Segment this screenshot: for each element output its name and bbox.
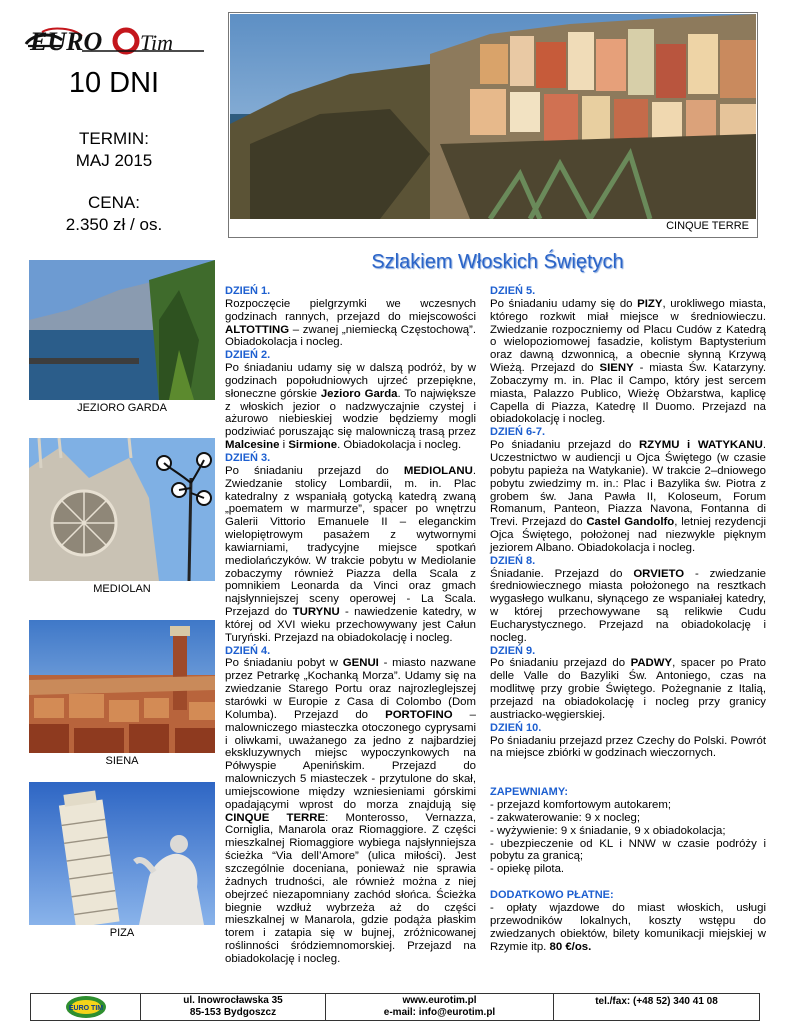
- footer-city: 85-153 Bydgoszcz: [189, 1007, 277, 1018]
- siena-caption: SIENA: [105, 755, 139, 767]
- main-photo-caption: CINQUE TERRE: [666, 220, 749, 232]
- footer-website-link[interactable]: www.eurotim.pl: [402, 995, 477, 1006]
- garda-photo-block: [29, 260, 215, 416]
- garda-photo: [29, 260, 215, 400]
- svg-text:Tim: Tim: [140, 30, 174, 55]
- page-title: Szlakiem Włoskich Świętych: [371, 251, 624, 273]
- termin-label: TERMIN:: [79, 129, 149, 148]
- footer-email-link[interactable]: e-mail: info@eurotim.pl: [383, 1007, 496, 1018]
- extra-paid-text: - opłaty wjazdowe do miast włoskich, usługi przewodników lokalnych, koszty wstępu do zwiedzanych obiektów, bilety komunikacji miejskiej w Rzymie itp. 80 €/os.: [490, 901, 766, 953]
- footer-street: ul. Inowrocławska 35: [183, 995, 283, 1006]
- day-9-text: Po śniadaniu przejazd do PADWY, spacer po Prato delle Valle do Bazyliki Św. Antoniego, czas na modlitwę przy grobie Świętego. Pożegnanie z Italią, przejazd na obiadokolację i nocleg przy granicy austriacko-węgierskiej.: [490, 657, 766, 721]
- footer-phone-number: tel./fax: (+48 52) 340 41 08: [595, 996, 718, 1007]
- mediolan-photo: [29, 438, 215, 581]
- piza-photo-block: [29, 782, 215, 942]
- footer-logo: [31, 994, 141, 1020]
- itinerary-column-right: [490, 285, 766, 953]
- day-4-text: Po śniadaniu pobyt w GENUI - miasto nazwane przez Petrarkę „Kochanką Morza”. Udamy się na zwiedzanie Starego Portu oraz najrozleglejszej starówki w Europie z Casa di Colombo (Dom Kolumba). Przejazd do PORTOFINO – malowniczego miasteczka otoczonego cyprysami i oliwkami, uważanego za jedno z najbardziej ekskluzywnych miejsc wypoczynkowych na Półwyspie Apenińskim. Przejazd do malowniczych 5 miasteczek - przytulone do skał, umiejscowione między wzniesieniami górskimi opadającymi wprost do morza znajdują się CINQUE TERRE: Monterosso, Vernazza, Corniglia, Manarola oraz Riomaggiore. Z części mieszkalnej Riomaggiore wybiega najsłynniejsza ścieżka “Via dell’Amore” (ulica miłości). Jest szczególnie doceniana, ponieważ nie sprawia żadnych trudności, ale również można z niej obejrzeć niezapomniany zachód słońca. Ścieżka biegnie wzdłuż wybrzeża aż do części mieszkalnej w Manarola, gdzie podąża płaskim torem i zatapia się w bujnej, zróżnicowanej roślinności śródziemnomorskiej. Przejazd na obiadokolację i nocleg.: [225, 657, 477, 965]
- day-3-text: Po śniadaniu przejazd do MEDIOLANU. Zwiedzanie stolicy Lombardii, m. in. Plac katedralny z wspaniałą gotycką katedrą zwaną „poematem w marmurze”, spacer po wnętrzu Galerii Vittorio Emanuele II – eleganckim wielopiętrowym pasażem z wytwornymi kawiarniami, tradycyjne miejsce spotkań mediolańczyków. W trakcie pobytu w Mediolanie zobaczymy również Piazza della Scala z pomnikiem Leonarda da Vinci oraz gmach najsłynniejszej sceny operowej - La Scala. Przejazd do TURYNU - nawiedzenie katedry, w której od XVI wieku przechowywany jest Całun Turyński. Przejazd na obiadokolację i nocleg.: [225, 464, 476, 644]
- main-photo-frame: [228, 12, 758, 238]
- day-6-7-text: Po śniadaniu przejazd do RZYMU i WATYKANU. Uczestnictwo w audiencji u Ojca Świętego (w czasie pobytu papieża na Watykanie). W trakcie 2–dniowego pobytu zwiedzimy m. in.: Plac i Bazylika św. Piotra z grobem św. Jana Pawła II, Koloseum, Forum Romanum, Panteon, Piazza Navona, Fontanna di Trevi. Przejazd do Castel Gandolfo, letniej rezydencji Ojca Świętego, położonej nad niezwykle pięknym jeziorem Albano. Obiadokolacja i nocleg.: [490, 439, 766, 554]
- piza-photo: [29, 782, 215, 925]
- eurotim-logo-graphic: [22, 22, 207, 56]
- footer-contact-bar: [30, 993, 760, 1021]
- day-5-heading: DZIEŃ 5.: [490, 285, 536, 297]
- day-9-heading: DZIEŃ 9.: [490, 644, 536, 657]
- footer-address: [141, 994, 326, 1020]
- price-block: [0, 192, 228, 236]
- company-logo: [22, 22, 207, 56]
- included-item-4: - ubezpieczenie od KL i NNW w czasie podróży i pobytu za granicą;: [490, 837, 766, 863]
- mediolan-photo-block: [29, 438, 215, 598]
- mediolan-caption: MEDIOLAN: [93, 583, 151, 595]
- siena-photo: [29, 620, 215, 753]
- extra-paid-heading: DODATKOWO PŁATNE:: [490, 889, 614, 902]
- day-6-7-heading: DZIEŃ 6-7.: [490, 426, 546, 439]
- termin-value: MAJ 2015: [75, 151, 153, 170]
- day-3-heading: DZIEŃ 3.: [225, 451, 271, 464]
- day-8-text: Śniadanie. Przejazd do ORVIETO - zwiedzanie średniowiecznego miasta położonego na resztkach wygasłego wulkanu, słynącego ze wspaniałej katedry, w której przechowywane są relikwie Cudu Eucharystycznego. Przejazd na obiadokolację i nocleg.: [490, 567, 766, 644]
- trip-duration: 10 DNI: [68, 67, 160, 99]
- piza-caption: PIZA: [109, 927, 135, 939]
- footer-logo-badge: [64, 995, 108, 1019]
- price-label: CENA:: [88, 193, 140, 212]
- day-10-heading: DZIEŃ 10.: [490, 721, 542, 734]
- day-5-text: Po śniadaniu udamy się do PIZY, urokliwego miasta, którego rozkwit miał miejsce w średniowieczu. Zwiedzanie rozpoczniemy od Placu Cudów z Katedrą o wielopoziomowej fasadzie, kolistym Baptysterium oraz dawną dzwonnicą, a obecnie słynną Krzywą Wieżą. Przejazd do SIENY - miasta Św. Katarzyny. Zobaczymy m. in. Plac il Campo, który jest sercem miasta, Palazzo Publico, Wieżę Obżarstwa, kaplicę Capella di Piazza, Katedrę Il Duomo. Przejazd na obiadokolację i nocleg.: [490, 297, 766, 426]
- day-1-heading: DZIEŃ 1.: [225, 285, 271, 297]
- svg-text:EURO TIM: EURO TIM: [68, 1005, 103, 1012]
- included-item-5: - opiekę pilota.: [490, 863, 565, 876]
- day-10-text: Po śniadaniu przejazd przez Czechy do Polski. Powrót na miejsce zbiórki w godzinach wieczornych.: [490, 734, 766, 760]
- siena-photo-block: [29, 620, 215, 770]
- included-heading: ZAPEWNIAMY:: [490, 786, 569, 799]
- svg-text:EURO: EURO: [30, 27, 103, 56]
- itinerary-column-left: [225, 285, 476, 966]
- footer-web: [326, 994, 554, 1020]
- price-value: 2.350 zł / os.: [65, 215, 163, 234]
- day-8-heading: DZIEŃ 8.: [490, 554, 536, 567]
- included-item-1: - przejazd komfortowym autokarem;: [490, 799, 672, 812]
- day-4-heading: DZIEŃ 4.: [225, 644, 271, 657]
- day-2-heading: DZIEŃ 2.: [225, 349, 271, 362]
- included-item-2: - zakwaterowanie: 9 x nocleg;: [490, 811, 641, 824]
- day-2-text: Po śniadaniu udamy się w dalszą podróż, by w godzinach popołudniowych ujrzeć przepiękne, słoneczne górskie Jezioro Garda. To największe z włoskich jezior o nadzwyczajnie czystej i ażurowo niebieskiej wodzie będziemy mogli podziwiać poruszając się malowniczą trasą przez Malcesine i Sirmione. Obiadokolacja i nocleg.: [225, 362, 477, 452]
- termin-block: [0, 128, 228, 172]
- cinque-terre-photo: [230, 14, 756, 219]
- included-item-3: - wyżywienie: 9 x śniadanie, 9 x obiadokolacja;: [490, 824, 726, 837]
- footer-phone: [554, 994, 759, 1020]
- garda-caption: JEZIORO GARDA: [77, 402, 167, 414]
- day-1-text: Rozpoczęcie pielgrzymki we wczesnych godzinach rannych, przejazd do miejscowości ALTOTTING – zwanej „niemiecką Częstochową”. Obiadokolacja i nocleg.: [225, 297, 476, 349]
